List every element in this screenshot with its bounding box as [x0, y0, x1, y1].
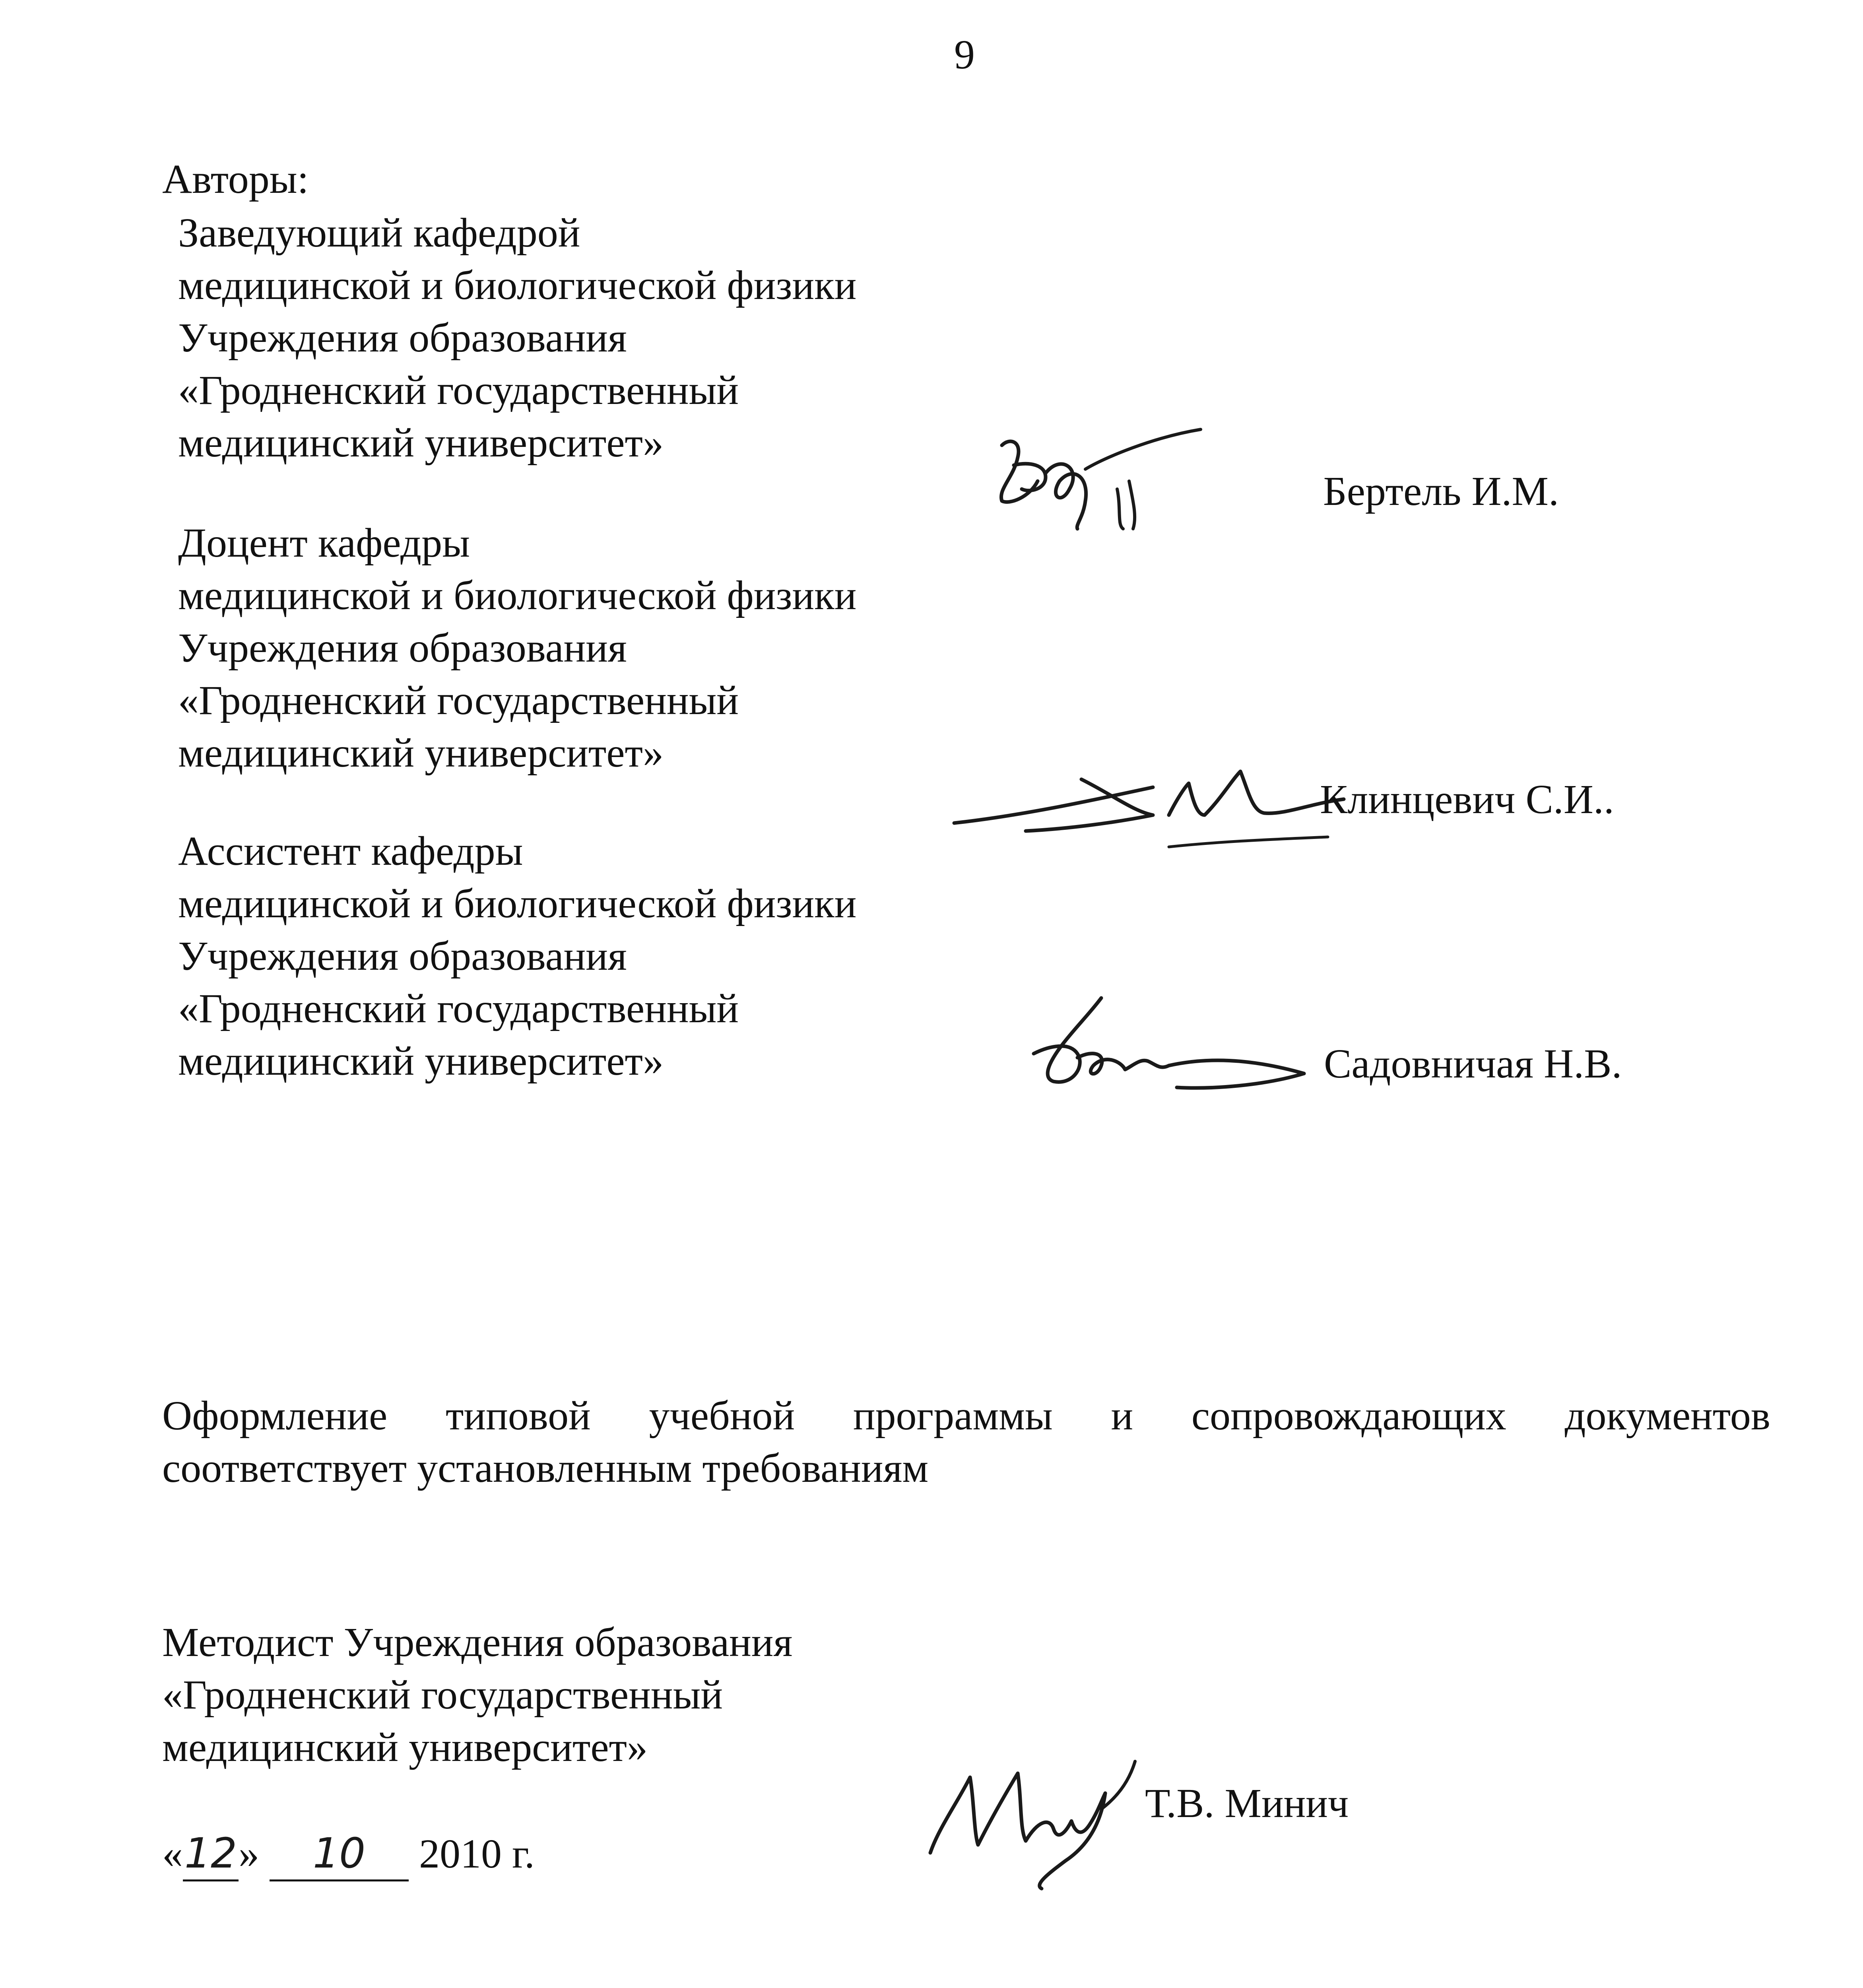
author-2-line-2: медицинской и биологической физики [178, 573, 857, 618]
author-1-line-1: Заведующий кафедрой [178, 210, 580, 256]
methodist-affiliation [162, 1616, 792, 1774]
signature-bertel [986, 421, 1209, 537]
author-2-affiliation [178, 517, 856, 779]
author-1-line-3: Учреждения образования [178, 315, 627, 361]
author-3-line-5: медицинский университет» [178, 1038, 664, 1084]
author-2-name: Клинцевич С.И.. [1320, 777, 1614, 822]
author-3-affiliation [178, 825, 856, 1087]
author-3-line-2: медицинской и биологической физики [178, 881, 857, 926]
author-1-affiliation [178, 207, 856, 469]
methodist-date-day: 12 [183, 1827, 239, 1881]
author-2-line-4: «Гродненский государственный [178, 678, 739, 723]
compliance-line-1: Оформление типовой учебной программы и сопровождающих документов [162, 1393, 1770, 1439]
methodist-date [162, 1827, 535, 1881]
author-2-line-5: медицинский университет» [178, 730, 664, 776]
author-3-line-1: Ассистент кафедры [178, 828, 523, 874]
author-3-name: Садовничая Н.В. [1324, 1041, 1622, 1087]
methodist-line-3: медицинский университет» [162, 1724, 648, 1770]
authors-heading: Авторы: [162, 156, 309, 202]
methodist-line-2: «Гродненский государственный [162, 1672, 723, 1718]
author-2-line-3: Учреждения образования [178, 625, 627, 671]
author-2-line-1: Доцент кафедры [178, 520, 470, 566]
compliance-statement [162, 1390, 1770, 1495]
page-number: 9 [954, 32, 975, 78]
author-1-line-5: медицинский университет» [178, 420, 664, 466]
signature-minich [914, 1741, 1137, 1893]
signature-klintsevich [946, 755, 1364, 859]
author-1-name: Бертель И.М. [1323, 468, 1559, 514]
signature-sadovnichaya [1026, 990, 1312, 1105]
author-3-line-4: «Гродненский государственный [178, 986, 739, 1031]
author-1-line-2: медицинской и биологической физики [178, 262, 857, 308]
author-1-line-4: «Гродненский государственный [178, 367, 739, 413]
author-3-line-3: Учреждения образования [178, 933, 627, 979]
methodist-date-month: 10 [270, 1827, 409, 1881]
methodist-date-year: 2010 г. [419, 1831, 535, 1877]
methodist-date-open-quote: « [162, 1831, 183, 1877]
methodist-name: Т.В. Минич [1145, 1780, 1349, 1826]
compliance-line-2: соответствует установленным требованиям [162, 1445, 929, 1491]
methodist-line-1: Методист Учреждения образования [162, 1619, 793, 1665]
methodist-date-close-quote: » [239, 1831, 259, 1877]
